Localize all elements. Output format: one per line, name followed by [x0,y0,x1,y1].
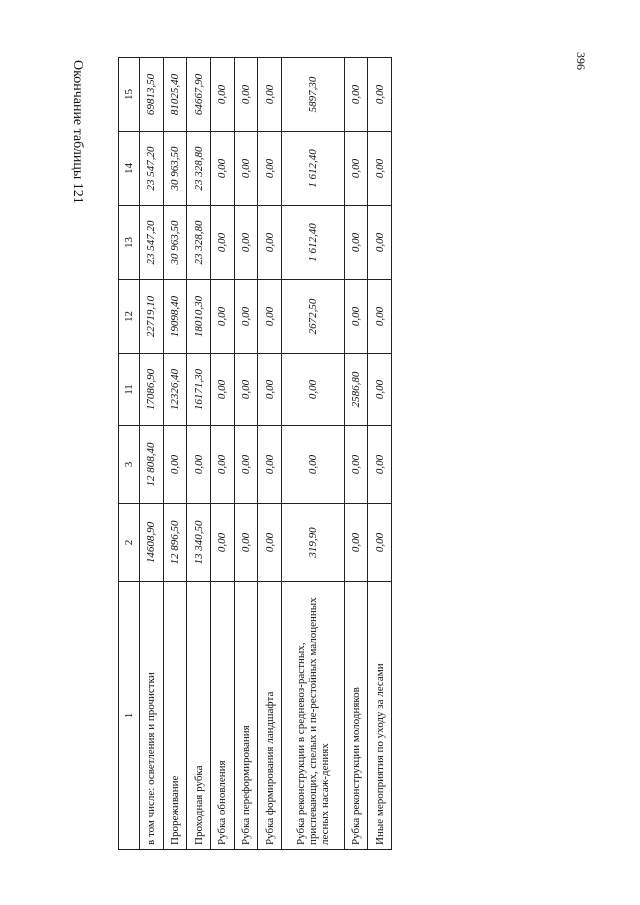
value-cell: 0,00 [258,132,282,206]
value-cell: 0,00 [344,58,368,132]
value-cell: 0,00 [234,354,258,426]
value-cell: 2672,50 [282,280,344,354]
value-cell: 0,00 [211,132,235,206]
value-cell: 0,00 [234,206,258,280]
value-cell: 5897,30 [282,58,344,132]
row-label: Иные мероприятия по уходу за лесами [368,582,392,850]
value-cell: 64667,90 [187,58,211,132]
value-cell: 22719,10 [140,280,164,354]
value-cell: 0,00 [234,504,258,582]
row-label: в том числе: осветления и прочистки [140,582,164,850]
value-cell: 0,00 [344,132,368,206]
value-cell: 0,00 [234,426,258,504]
value-cell: 0,00 [234,280,258,354]
value-cell: 0,00 [258,504,282,582]
rotated-table-wrapper [118,58,392,850]
value-cell: 23 547,20 [140,132,164,206]
header-cell: 14 [119,132,140,206]
row-label: Рубка переформирования [234,582,258,850]
value-cell: 319,90 [282,504,344,582]
value-cell: 0,00 [344,280,368,354]
value-cell: 0,00 [344,206,368,280]
value-cell: 0,00 [368,132,392,206]
value-cell: 12 808,40 [140,426,164,504]
value-cell: 0,00 [211,354,235,426]
row-label: Проходная рубка [187,582,211,850]
value-cell: 0,00 [368,504,392,582]
value-cell: 13 340,50 [187,504,211,582]
header-cell: 13 [119,206,140,280]
value-cell: 0,00 [163,426,187,504]
value-cell: 0,00 [211,280,235,354]
row-label: Рубка формирования ландшафта [258,582,282,850]
header-cell: 11 [119,354,140,426]
value-cell: 0,00 [368,426,392,504]
value-cell: 17086,90 [140,354,164,426]
page-number: 396 [574,52,588,70]
row-label: Рубка реконструкции в средневоз-растных, приспевающих, спелых и пе-рестойных малоценных лесных насаж-дениях [282,582,344,850]
value-cell: 0,00 [258,280,282,354]
value-cell: 0,00 [344,426,368,504]
table-row [211,58,235,850]
value-cell: 0,00 [211,426,235,504]
value-cell: 0,00 [234,58,258,132]
value-cell: 14608,90 [140,504,164,582]
table-body [140,58,392,850]
value-cell: 0,00 [258,426,282,504]
value-cell: 1 612,40 [282,132,344,206]
table-caption: Окончание таблицы 121 [70,60,85,204]
value-cell: 69813,50 [140,58,164,132]
table-row [234,58,258,850]
value-cell: 12 896,50 [163,504,187,582]
value-cell: 0,00 [187,426,211,504]
header-cell: 15 [119,58,140,132]
value-cell: 0,00 [258,58,282,132]
value-cell: 0,00 [258,354,282,426]
value-cell: 0,00 [368,280,392,354]
table-row [163,58,187,850]
value-cell: 0,00 [211,206,235,280]
value-cell: 0,00 [211,58,235,132]
value-cell: 0,00 [368,354,392,426]
table-row [258,58,282,850]
row-label: Рубка реконструкции молодняков [344,582,368,850]
table-row [368,58,392,850]
row-label: Прореживание [163,582,187,850]
value-cell: 0,00 [234,132,258,206]
value-cell: 0,00 [368,206,392,280]
header-row [119,58,140,850]
value-cell: 0,00 [211,504,235,582]
table-row [344,58,368,850]
header-cell: 1 [119,582,140,850]
value-cell: 12326,40 [163,354,187,426]
value-cell: 23 328,80 [187,132,211,206]
header-cell: 12 [119,280,140,354]
value-cell: 0,00 [368,58,392,132]
value-cell: 23 328,80 [187,206,211,280]
value-cell: 0,00 [282,354,344,426]
value-cell: 0,00 [344,504,368,582]
value-cell: 2586,80 [344,354,368,426]
value-cell: 1 612,40 [282,206,344,280]
data-table [118,57,392,850]
value-cell: 18010,30 [187,280,211,354]
value-cell: 16171,30 [187,354,211,426]
table-row [140,58,164,850]
value-cell: 30 963,50 [163,206,187,280]
row-label: Рубка обновления [211,582,235,850]
value-cell: 23 547,20 [140,206,164,280]
value-cell: 0,00 [282,426,344,504]
table-row [187,58,211,850]
value-cell: 19098,40 [163,280,187,354]
header-cell: 2 [119,504,140,582]
table-row [282,58,344,850]
value-cell: 0,00 [258,206,282,280]
value-cell: 30 963,50 [163,132,187,206]
header-cell: 3 [119,426,140,504]
value-cell: 81025,40 [163,58,187,132]
